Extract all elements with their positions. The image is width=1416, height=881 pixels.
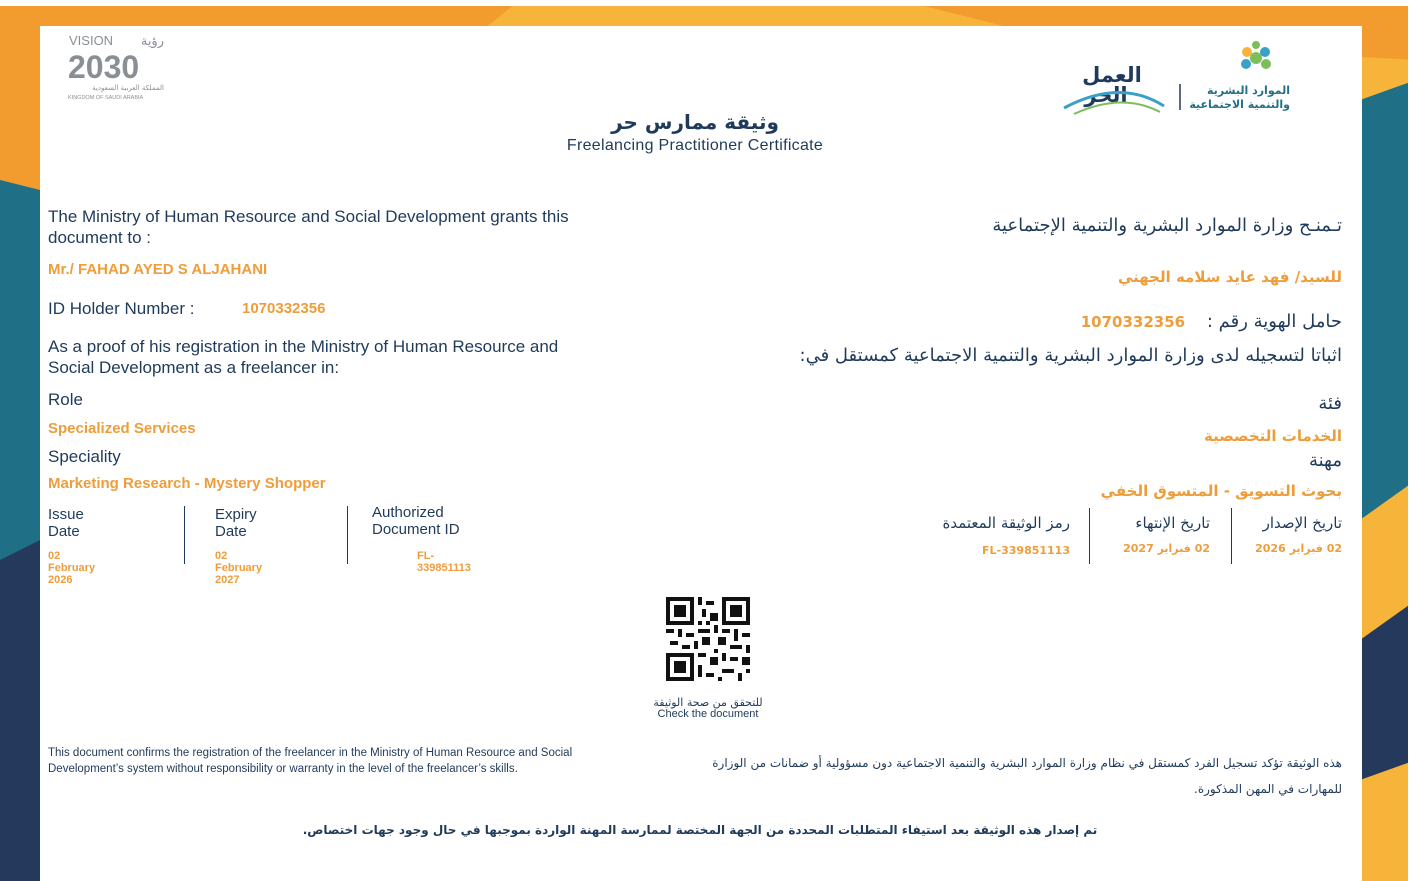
divider (1231, 508, 1232, 564)
qr-label-en: Check the document (657, 708, 759, 720)
holder-name-ar: للسيد/ فهد عايد سلامه الجهني (1117, 268, 1342, 286)
holder-name-en: Mr./ FAHAD AYED S ALJAHANI (48, 261, 268, 278)
expiry-date-en (215, 506, 262, 586)
svg-text:رؤية: رؤية (140, 34, 164, 49)
id-number-ar: 1070332356 (1080, 313, 1186, 331)
job-value-ar: بحوث التسويق - المتسوق الخفي (1100, 482, 1342, 500)
issue-date-en (48, 506, 95, 586)
expiry-date-ar (1090, 514, 1210, 555)
id-label-ar: حامل الهوية رقم : (1206, 311, 1342, 332)
title-arabic: وثيقة ممارس حر (611, 110, 779, 134)
svg-text:KINGDOM OF SAUDI ARABIA: KINGDOM OF SAUDI ARABIA (68, 95, 144, 101)
qr-label-ar: للتحقق من صحة الوثيقة (653, 696, 763, 709)
id-row-ar (942, 311, 1342, 332)
role-value: Specialized Services (48, 420, 196, 437)
final-note-ar: تم إصدار هذه الوثيقة بعد استيفاء المتطلبات المحددة من الجهة المختصة لممارسة المهنة الواردة بموجبها في حال وجود جهات اختصاص. (302, 823, 1098, 837)
issue-date-label: Issue Date (48, 506, 84, 540)
role-label: Role (48, 390, 83, 409)
grant-text-en: The Ministry of Human Resource and Social Development grants this document to : (48, 207, 569, 247)
category-label-ar: فئة (1318, 393, 1342, 414)
document-id-value: FL-339851113 (417, 550, 471, 574)
proof-text-ar: اثباتا لتسجيله لدى وزارة الموارد البشرية والتنمية الاجتماعية كمستقل في: (799, 345, 1342, 366)
id-number-en: 1070332356 (242, 300, 326, 317)
expiry-date-value-ar: 02 فبراير 2027 (1123, 542, 1210, 555)
divider (1089, 508, 1090, 564)
issue-date-ar (1232, 514, 1342, 555)
document-id-label: Authorized Document ID (372, 504, 460, 538)
issue-date-value-ar: 02 فبراير 2026 (1255, 542, 1342, 555)
document-id-label-ar: رمز الوثيقة المعتمدة (942, 514, 1070, 532)
speciality-value: Marketing Research - Mystery Shopper (48, 475, 326, 492)
job-label-ar: مهنة (1308, 450, 1342, 471)
expiry-date-value: 02 February 2027 (215, 550, 263, 586)
proof-text-en: As a proof of his registration in the Ministry of Human Resource and Social Development as a freelancer in: (48, 337, 559, 377)
document-id-value-ar: FL-339851113 (982, 544, 1070, 557)
title-english: Freelancing Practitioner Certificate (566, 137, 824, 154)
divider (347, 506, 348, 564)
document-id-en (372, 504, 471, 574)
category-value-ar: الخدمات التخصصية (1204, 427, 1342, 445)
svg-text:الموارد البشرية: الموارد البشرية (1207, 84, 1290, 97)
svg-text:2030: 2030 (68, 49, 140, 85)
grant-text-ar: تـمنـح وزارة الموارد البشرية والتنمية الإجتماعية (992, 215, 1342, 236)
svg-text:المملكة العربية السعودية: المملكة العربية السعودية (92, 84, 164, 92)
issue-date-label-ar: تاريخ الإصدار (1262, 514, 1342, 532)
expiry-date-label-ar: تاريخ الإنتهاء (1135, 514, 1210, 532)
disclaimer-en: This document confirms the registration of the freelancer in the Ministry of Human Resource and Social Development’s system without responsibility or warranty in the level of the freelancer’s skills. (48, 747, 573, 775)
id-label-en: ID Holder Number : (48, 299, 195, 318)
speciality-label: Speciality (48, 447, 121, 466)
expiry-date-label: Expiry Date (215, 506, 257, 540)
svg-text:VISION: VISION (69, 33, 114, 48)
ministry-logo (1060, 38, 1300, 122)
document-id-ar (910, 514, 1070, 557)
svg-text:العمل: العمل (1082, 63, 1142, 87)
disclaimer-ar: هذه الوثيقة تؤكد تسجيل الفرد كمستقل في نظام وزارة الموارد البشرية والتنمية الاجتماعية دون مسؤولية أو ضمانات من الوزارة للمهارات في المهن المذكورة. (712, 756, 1342, 796)
svg-text:الحر: الحر (1084, 83, 1128, 107)
issue-date-value: 02 February 2026 (48, 550, 96, 586)
divider (184, 506, 185, 564)
vision-2030-logo (64, 30, 174, 102)
qr-code[interactable] (666, 597, 750, 681)
svg-text:والتنمية الاجتماعية: والتنمية الاجتماعية (1189, 98, 1290, 111)
